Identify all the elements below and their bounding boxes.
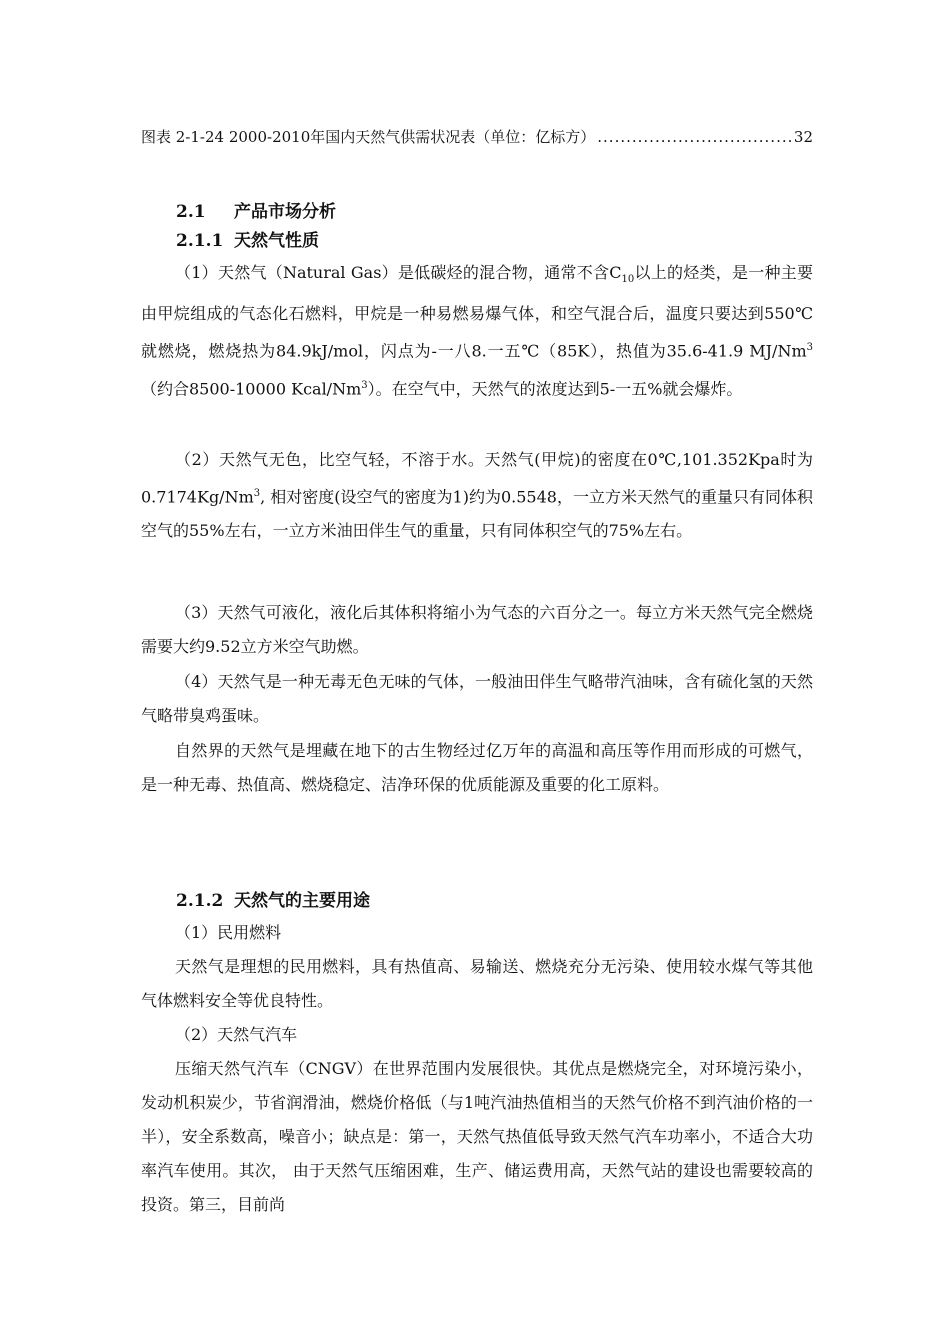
toc-leader-dots — [597, 128, 792, 146]
text-run: 以上的烃类，是一种主要由甲烷组成的气态化石燃料，甲烷是一种易燃易爆气体，和空气混合后，温度只要达到550℃就燃烧，燃烧热为84.9kJ/mol，闪点为-一八8.一五℃（85K），热值为35.6-41.9 MJ/Nm — [141, 263, 813, 361]
text-run: , 相对密度(设空气的密度为1)约为0.5548，一立方米天然气的重量只有同体积空气的55%左右，一立方米油田伴生气的重量，只有同体积空气的75%左右。 — [141, 487, 813, 541]
toc-entry-page: 32 — [793, 128, 813, 146]
section-heading-2-1 — [176, 197, 336, 222]
subsection-heading-2-1-1 — [176, 226, 319, 251]
paragraph-property-4: （4）天然气是一种无毒无色无味的气体，一般油田伴生气略带汽油味，含有硫化氢的天然气略带臭鸡蛋味。 — [141, 672, 813, 725]
paragraph-natural-origin: 自然界的天然气是埋藏在地下的古生物经过亿万年的高温和高压等作用而形成的可燃气，是一种无毒、热值高、燃烧稳定、洁净环保的优质能源及重要的化工原料。 — [141, 741, 813, 794]
text-run: （约合8500-10000 Kcal/Nm — [141, 378, 362, 398]
subsection-heading-2-1-2 — [176, 886, 370, 911]
subsection-title: 天然气性质 — [234, 231, 319, 251]
paragraph-use-1-body: 天然气是理想的民用燃料，具有热值高、易输送、燃烧充分无污染、使用较水煤气等其他气体燃料安全等优良特性。 — [141, 957, 813, 1010]
paragraph-use-1-title: （1）民用燃料 — [175, 923, 282, 942]
paragraph-property-3: （3）天然气可液化，液化后其体积将缩小为气态的六百分之一。每立方米天然气完全燃烧需要大约9.52立方米空气助燃。 — [141, 603, 813, 656]
subsection-number: 2.1.1 — [176, 231, 224, 251]
paragraph-property-1 — [141, 256, 813, 406]
subsection-title: 天然气的主要用途 — [234, 891, 370, 911]
section-number: 2.1 — [176, 202, 206, 222]
subsection-number: 2.1.2 — [176, 891, 224, 911]
toc-entry-label: 图表 2-1-24 2000-2010年国内天然气供需状况表（单位：亿标方） — [141, 128, 596, 146]
superscript: 3 — [806, 342, 813, 354]
superscript: 3 — [361, 379, 368, 391]
text-run: （2）天然气无色，比空气轻，不溶于水。天然气(甲烷)的密度在0℃,101.352Kpa时为0.7174Kg/Nm — [141, 450, 813, 507]
section-title: 产品市场分析 — [234, 202, 336, 222]
paragraph-use-2-body: 压缩天然气汽车（CNGV）在世界范围内发展很快。其优点是燃烧完全，对环境污染小，发动机积炭少，节省润滑油，燃烧价格低（与1吨汽油热值相当的天然气价格不到汽油价格的一半），安全系数高，噪音小；缺点是：第一，天然气热值低导致天然气汽车功率小，不适合大功率汽车使用。其次， 由于天然气压缩困难，生产、储运费用高，天然气站的建设也需要较高的投资。第三，目前尚 — [141, 1059, 813, 1214]
text-run: ）。在空气中，天然气的浓度达到5-一五%就会爆炸。 — [367, 378, 743, 398]
paragraph-use-2-title: （2）天然气汽车 — [175, 1025, 298, 1044]
superscript: 3 — [253, 488, 261, 499]
subscript: 10 — [621, 274, 635, 286]
paragraph-property-2 — [141, 443, 813, 548]
toc-entry[interactable] — [141, 126, 813, 147]
text-run: （1）天然气（Natural Gas）是低碳烃的混合物，通常不含C — [175, 263, 622, 282]
